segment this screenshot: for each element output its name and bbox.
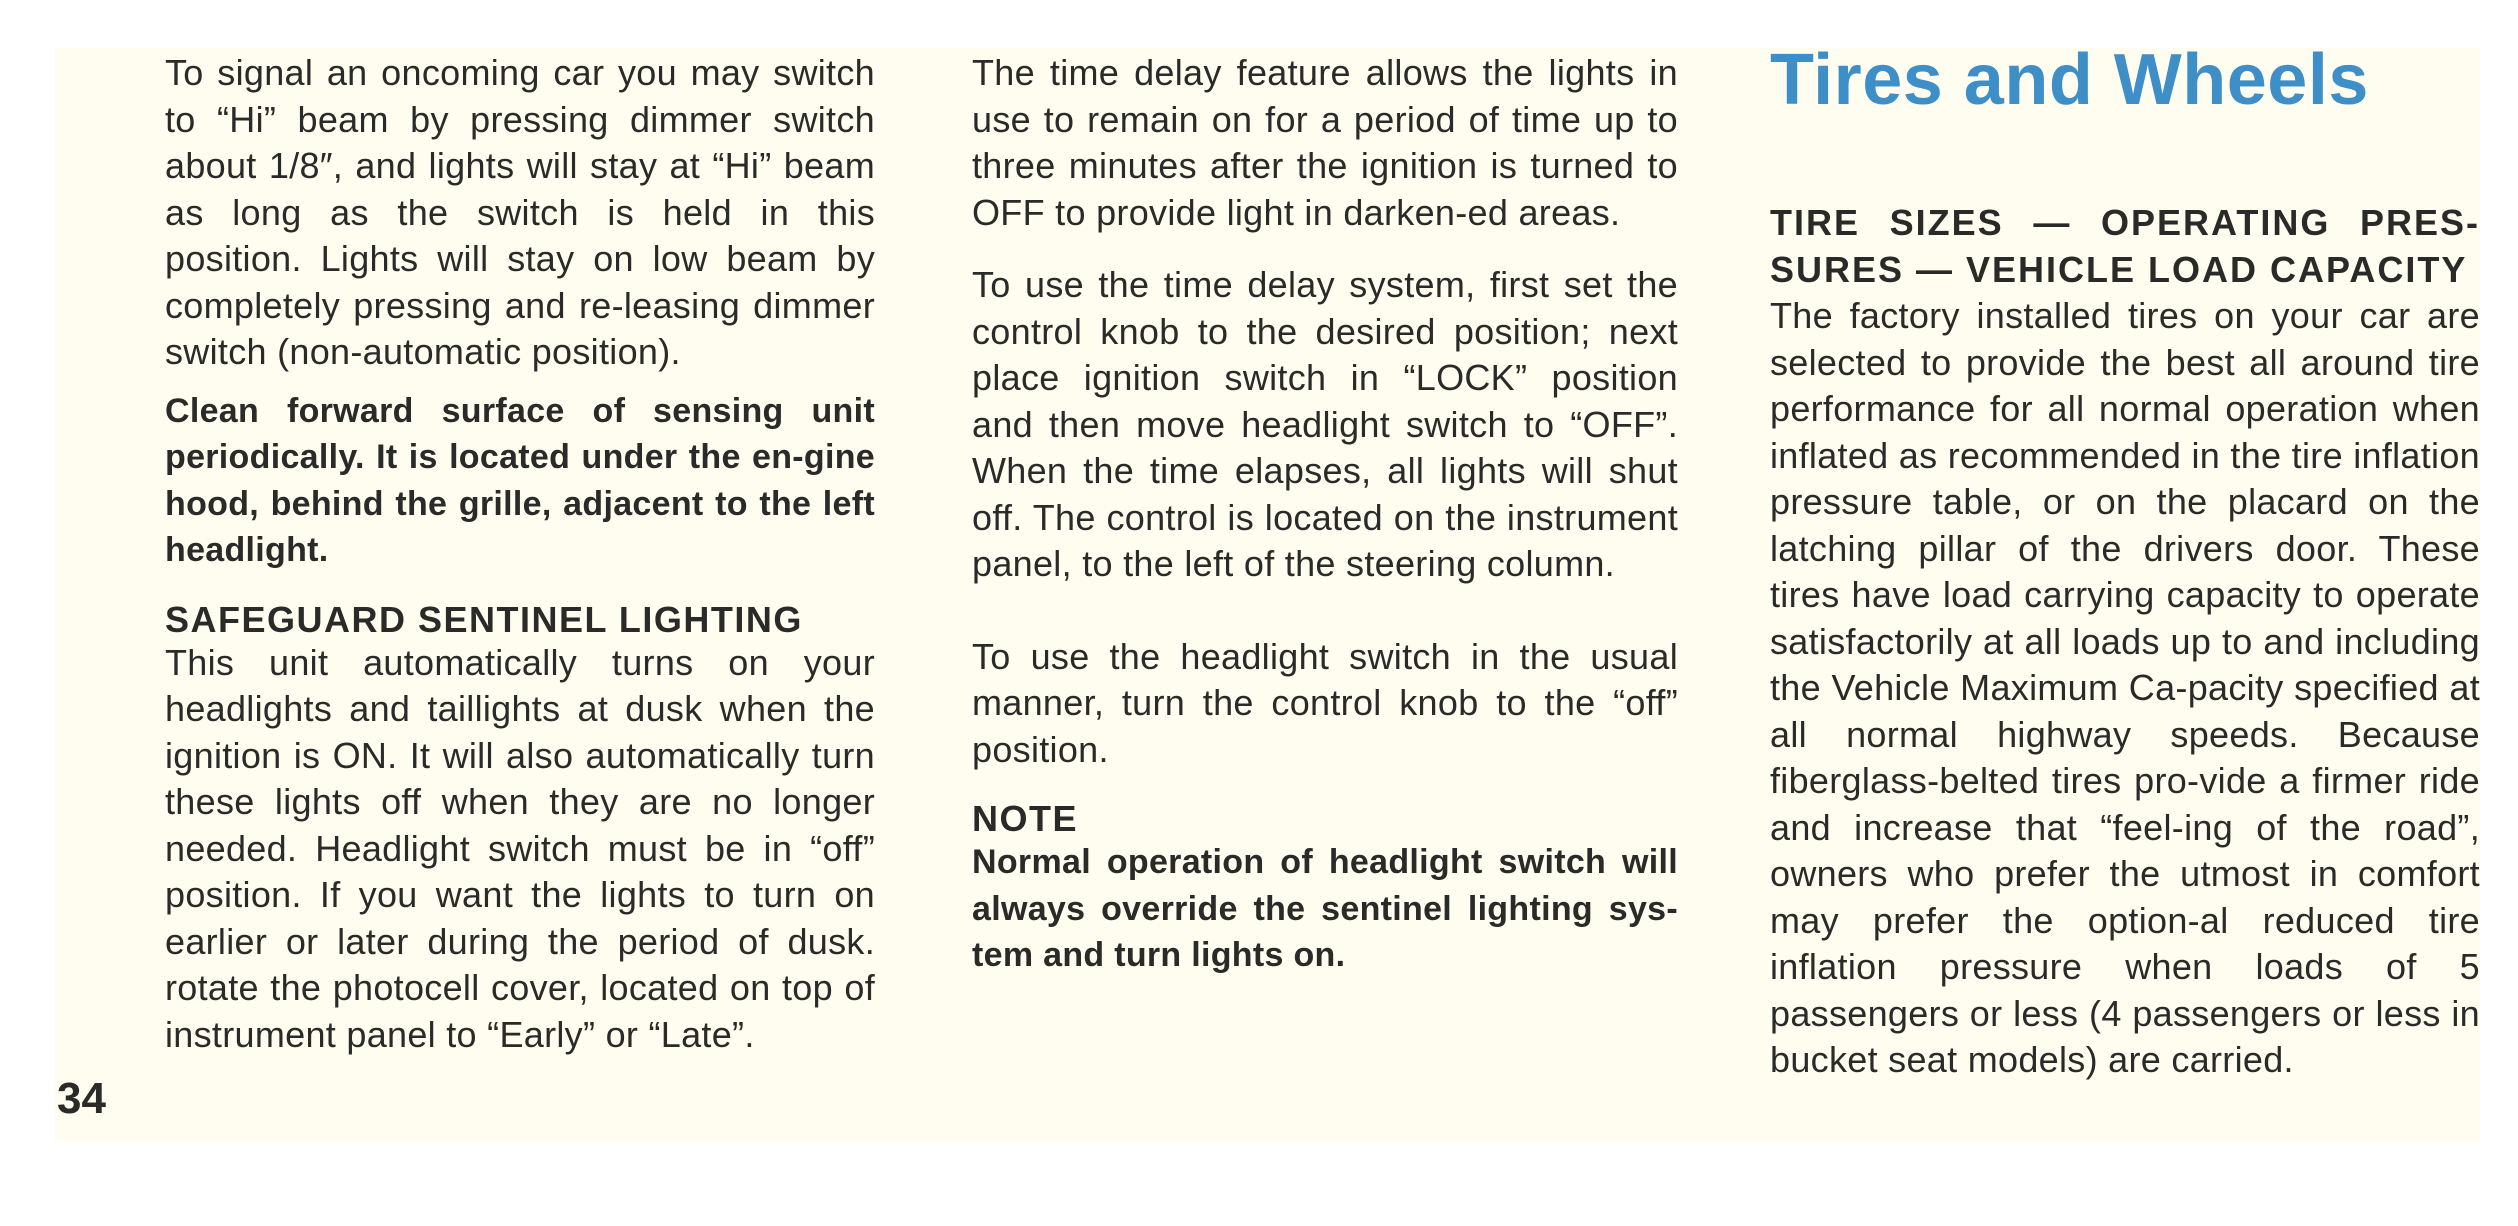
- time-delay-usage-paragraph: To use the time delay system, first set the control knob to the desired position; next place ignition switch in “LOCK” position and then move headlight switch to “OFF”. When the time elapses, all lights will shut off. The control is located on the instrument panel, to the left of the steering column.: [972, 264, 1678, 584]
- section-title: Tires and Wheels: [1770, 40, 2369, 120]
- column-left: [165, 50, 875, 1058]
- tire-sizes-subheading: TIRE SIZES — OPERATING PRES-SURES — VEHICLE LOAD CAPACITY: [1770, 202, 2480, 290]
- sentinel-lighting-paragraph: This unit automatically turns on your headlights and taillights at dusk when the ignition is ON. It will also automatically turn these lights off when they are no longer needed. Headlight switch must be in “off” position. If you want the lights to turn on earlier or later during the period of dusk. rotate the photocell cover, located on top of instrument panel to “Early” or “Late”.: [165, 641, 875, 1055]
- column-middle: [972, 50, 1678, 979]
- sensing-unit-note: Clean forward surface of sensing unit periodically. It is located under the en-gine hood, behind the grille, adjacent to the left headlight.: [165, 391, 875, 569]
- note-text: Normal operation of headlight switch will always override the sentinel lighting sys-tem and turn lights on.: [972, 843, 1678, 974]
- time-delay-paragraph: The time delay feature allows the lights in use to remain on for a period of time up to three minutes after the ignition is turned to OFF to provide light in darken-ed areas.: [972, 52, 1678, 233]
- page-number: 34: [57, 1074, 106, 1123]
- headlight-switch-paragraph: To use the headlight switch in the usual manner, turn the control knob to the “off” position.: [972, 635, 1678, 770]
- sentinel-lighting-heading: SAFEGUARD SENTINEL LIGHTING: [165, 598, 803, 640]
- dimmer-switch-paragraph: To signal an oncoming car you may switch to “Hi” beam by pressing dimmer switch about 1/8″, and lights will stay at “Hi” beam as long as the switch is held in this position. Lights will stay on low beam by completely pressing and re-leasing dimmer switch (non-automatic position).: [165, 52, 875, 372]
- column-right: [1770, 40, 2480, 1084]
- tires-paragraph: The factory installed tires on your car are selected to provide the best all around tire performance for all normal operation when inflated as recommended in the tire inflation pressure table, or on the placard on the latching pillar of the drivers door. These tires have load carrying capacity to operate satisfactorily at all loads up to and including the Vehicle Maximum Ca-pacity specified at all normal highway speeds. Because fiberglass-belted tires pro-vide a firmer ride and increase that “feel-ing of the road”, owners who prefer the utmost in comfort may prefer the option-al reduced tire inflation pressure when loads of 5 passengers or less (4 passengers or less in bucket seat models) are carried.: [1770, 295, 2480, 1080]
- note-heading: NOTE: [972, 798, 1079, 839]
